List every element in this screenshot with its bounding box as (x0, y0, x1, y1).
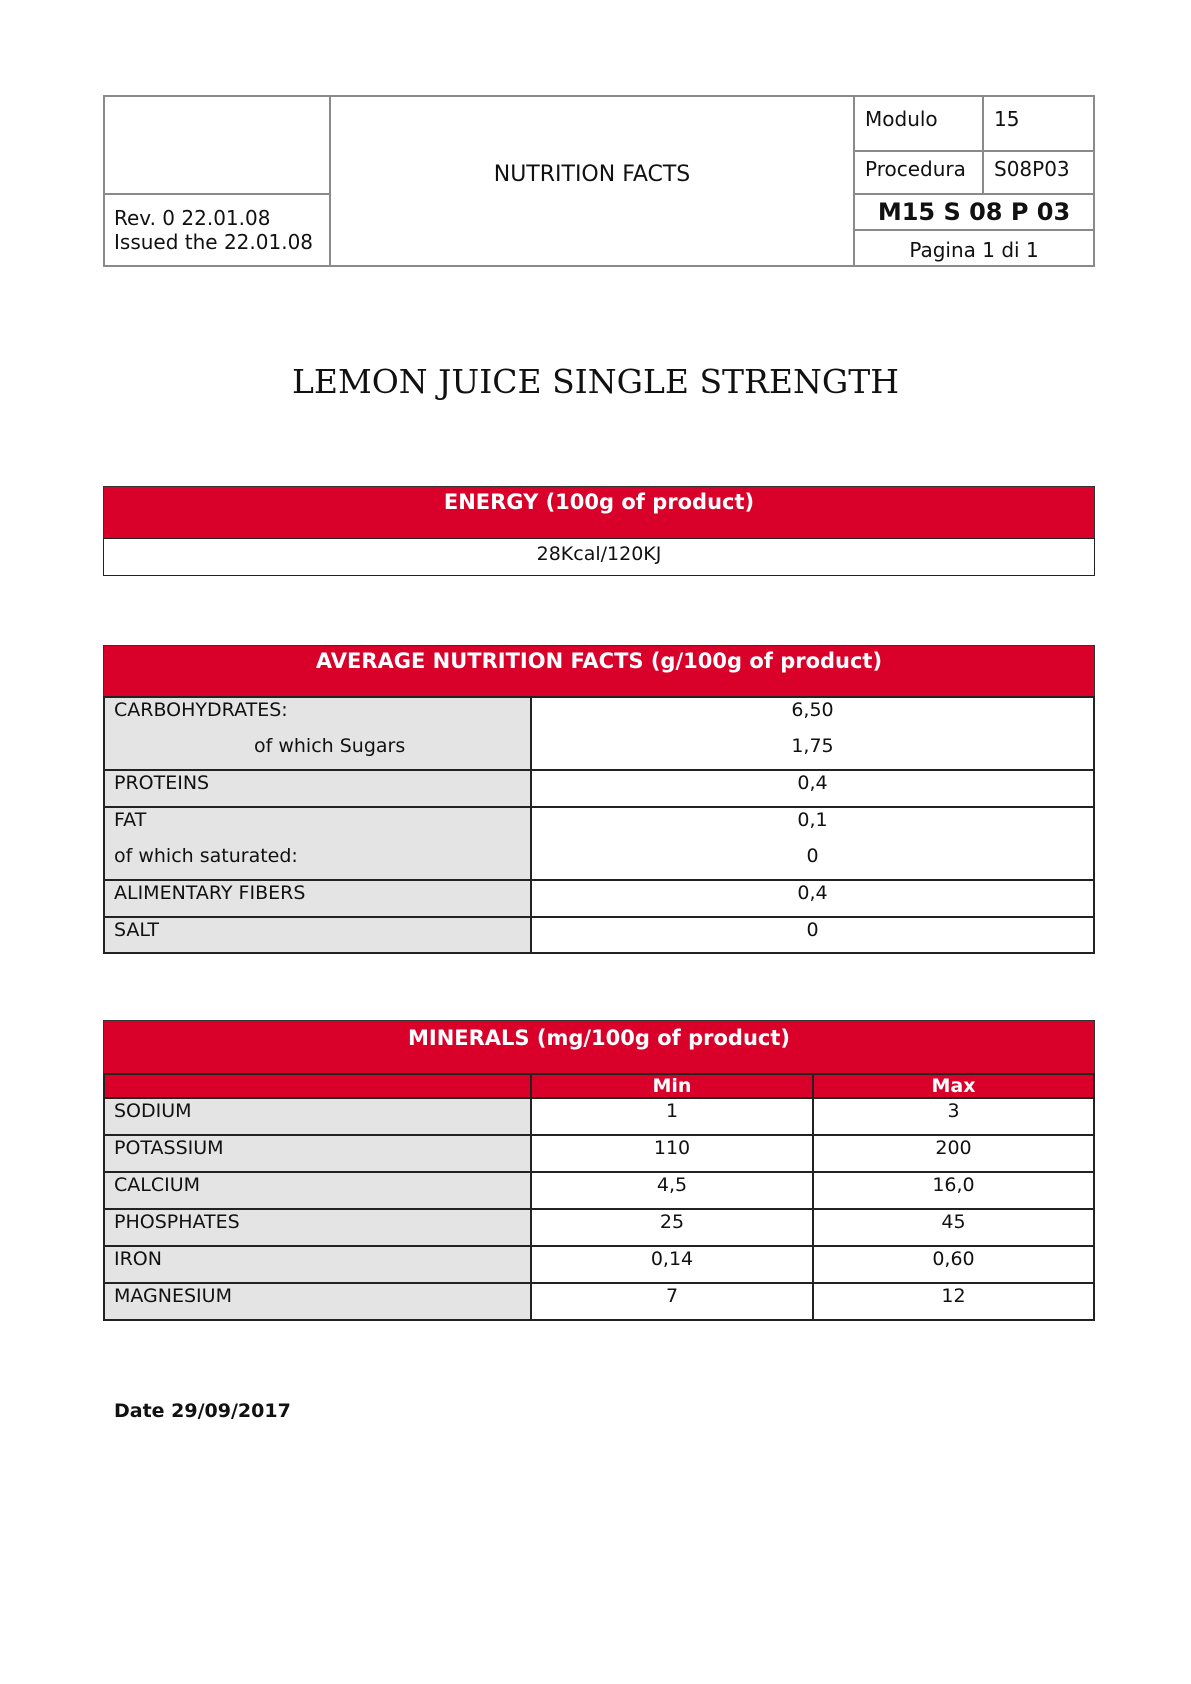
minerals-max-iron: 0,60 (932, 1248, 975, 1270)
page-info: Pagina 1 di 1 (909, 238, 1039, 262)
minerals-min-magnesium: 7 (665, 1285, 679, 1307)
nutrition-value-sugars: 1,75 (791, 735, 834, 757)
procedura-value: S08P03 (994, 157, 1070, 181)
minerals-min-calcium: 4,5 (656, 1174, 688, 1196)
minerals-max-sodium: 3 (947, 1100, 960, 1122)
minerals-max-calcium: 16,0 (932, 1174, 975, 1196)
minerals-col-min: Min (652, 1075, 692, 1097)
nutrition-label-saturated: of which saturated: (114, 845, 298, 867)
nutrition-value-carbohydrates: 6,50 (791, 699, 834, 721)
nutrition-value-fibers: 0,4 (797, 882, 828, 904)
minerals-label-magnesium: MAGNESIUM (114, 1285, 232, 1307)
minerals-max-magnesium: 12 (941, 1285, 966, 1307)
minerals-col-max: Max (931, 1075, 976, 1097)
minerals-max-phosphates: 45 (941, 1211, 966, 1233)
revision-text: Rev. 0 22.01.08 (114, 206, 271, 230)
document-date: Date 29/09/2017 (114, 1400, 291, 1422)
document-code: M15 S 08 P 03 (877, 198, 1071, 226)
modulo-value: 15 (994, 107, 1020, 131)
minerals-label-iron: IRON (114, 1248, 162, 1270)
minerals-min-potassium: 110 (653, 1137, 691, 1159)
minerals-min-phosphates: 25 (659, 1211, 685, 1233)
nutrition-label-fat: FAT (114, 809, 147, 831)
nutrition-label-carbohydrates: CARBOHYDRATES: (114, 699, 288, 721)
issued-text: Issued the 22.01.08 (114, 230, 314, 254)
energy-value: 28Kcal/120KJ (103, 538, 1095, 576)
nutrition-label-salt: SALT (114, 919, 159, 941)
minerals-min-sodium: 1 (665, 1100, 679, 1122)
minerals-label-sodium: SODIUM (114, 1100, 192, 1122)
minerals-max-potassium: 200 (935, 1137, 972, 1159)
nutrition-heading: AVERAGE NUTRITION FACTS (g/100g of product) (103, 645, 1095, 697)
modulo-label: Modulo (865, 107, 938, 131)
nutrition-label-fibers: ALIMENTARY FIBERS (114, 882, 306, 904)
nutrition-value-salt: 0 (806, 919, 819, 941)
nutrition-value-proteins: 0,4 (797, 772, 828, 794)
product-title: LEMON JUICE SINGLE STRENGTH (291, 362, 900, 401)
energy-heading: ENERGY (100g of product) (103, 486, 1095, 539)
nutrition-label-sugars: of which Sugars (254, 735, 406, 757)
document-title: NUTRITION FACTS (493, 162, 691, 187)
minerals-label-calcium: CALCIUM (114, 1174, 201, 1196)
nutrition-label-proteins: PROTEINS (114, 772, 210, 794)
minerals-min-iron: 0,14 (650, 1248, 694, 1270)
minerals-label-phosphates: PHOSPHATES (114, 1211, 240, 1233)
minerals-heading: MINERALS (mg/100g of product) (103, 1020, 1095, 1075)
nutrition-value-fat: 0,1 (797, 809, 828, 831)
minerals-label-potassium: POTASSIUM (114, 1137, 224, 1159)
nutrition-value-saturated: 0 (806, 845, 819, 867)
procedura-label: Procedura (865, 157, 966, 181)
